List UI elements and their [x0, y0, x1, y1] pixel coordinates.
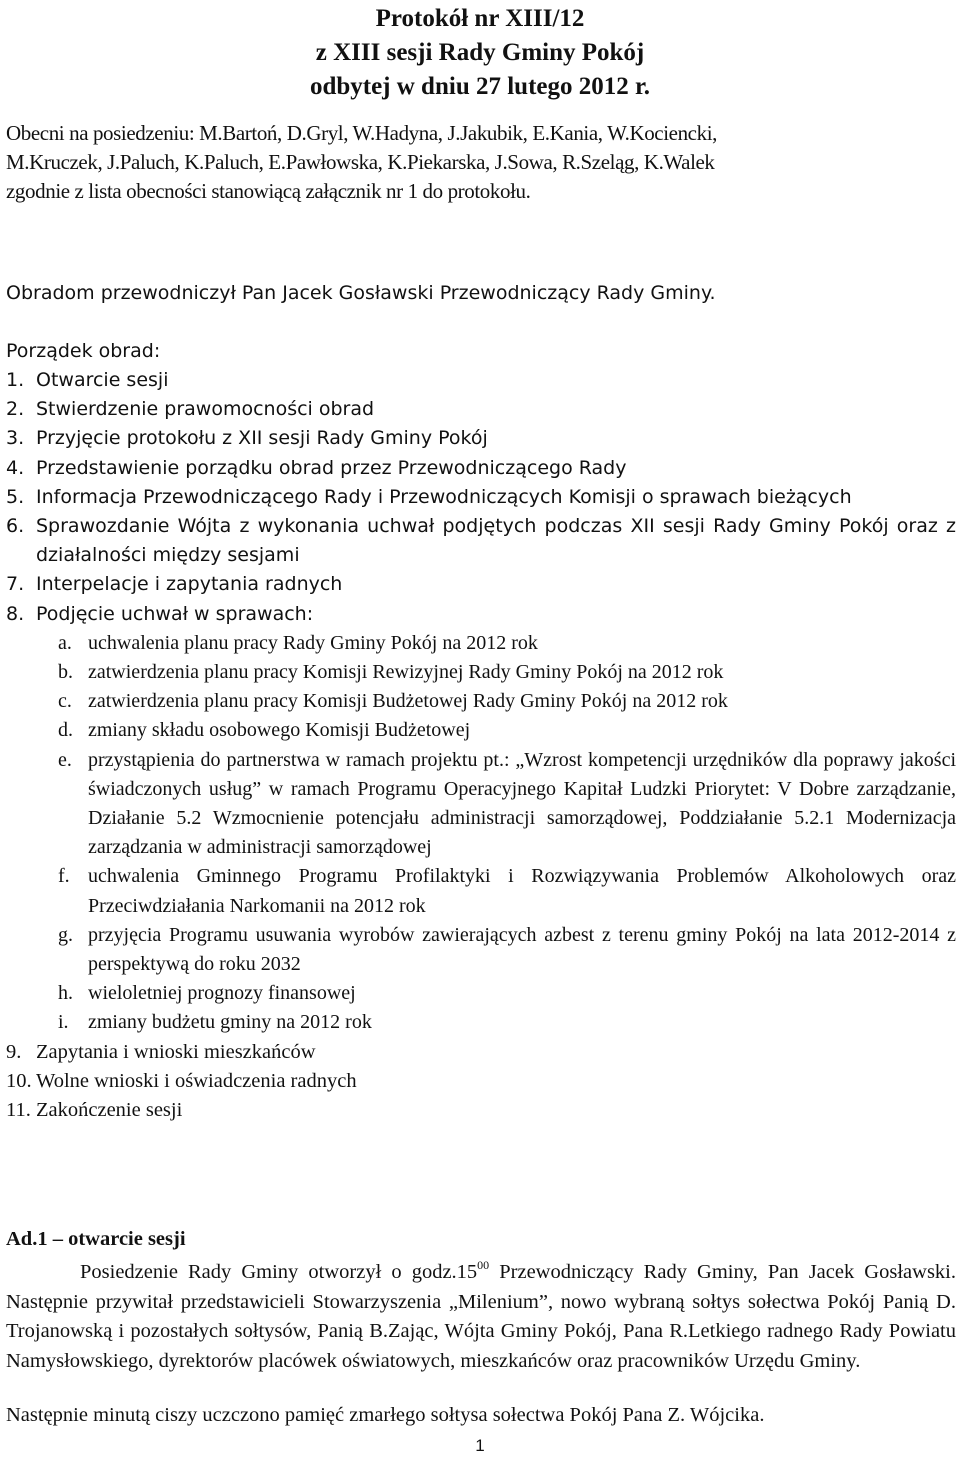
agenda-item	[6, 366, 956, 395]
agenda-item-text: Podjęcie uchwał w sprawach:	[36, 602, 314, 625]
agenda-item-number: 5.	[6, 485, 25, 508]
sub-item	[6, 629, 956, 658]
sub-item-text: zatwierdzenia planu pracy Komisji Rewizyjnej Rady Gminy Pokój na 2012 rok	[88, 661, 724, 684]
sub-item-text: zmiany budżetu gminy na 2012 rok	[88, 1011, 372, 1034]
agenda-item-text: Stwierdzenie prawomocności obrad	[36, 398, 375, 421]
agenda-item-number: 6.	[6, 515, 25, 538]
title-line-3: odbytej w dniu 27 lutego 2012 r.	[309, 73, 651, 100]
sub-item	[6, 716, 956, 745]
agenda-item-number: 7.	[6, 573, 25, 596]
agenda-item-text: Sprawozdanie Wójta z wykonania uchwał podjętych podczas XII sesji Rady Gminy Pokój oraz z działalności między sesjami	[36, 515, 956, 567]
title-line-2: z XIII sesji Rady Gminy Pokój	[315, 39, 645, 66]
agenda-item	[6, 454, 956, 483]
sub-item-text: zatwierdzenia planu pracy Komisji Budżetowej Rady Gminy Pokój na 2012 rok	[88, 690, 728, 713]
sub-item-letter: d.	[58, 719, 73, 742]
agenda-item-number: 3.	[6, 427, 25, 450]
sub-item-letter: i.	[58, 1011, 69, 1034]
agenda-item	[6, 600, 956, 1038]
agenda-item-text: Otwarcie sesji	[36, 369, 169, 391]
sub-item-letter: c.	[58, 690, 72, 713]
time-superscript: 00	[477, 1258, 490, 1272]
agenda-item-text: Interpelacje i zapytania radnych	[36, 573, 343, 596]
agenda-item-text: Informacja Przewodniczącego Rady i Przewodniczących Komisji o sprawach bieżących	[36, 485, 852, 508]
agenda-item-number: 11.	[6, 1099, 31, 1122]
agenda-heading: Porządek obrad:	[6, 340, 161, 362]
ad1-last-line: Następnie minutą ciszy uczczono pamięć zmarłego sołtysa sołectwa Pokój Pana Z. Wójcika.	[6, 1404, 765, 1426]
agenda-item	[6, 1067, 956, 1096]
agenda-item	[6, 570, 956, 599]
sub-item-letter: f.	[58, 865, 70, 888]
agenda-item-text: Zapytania i wnioski mieszkańców	[36, 1040, 316, 1063]
sub-item-letter: h.	[58, 982, 73, 1005]
page-number: 1	[475, 1436, 485, 1455]
sub-item-text: zmiany składu osobowego Komisji Budżetowej	[88, 719, 471, 742]
sub-item	[6, 921, 956, 979]
sub-item-text: wieloletniej prognozy finansowej	[88, 982, 356, 1005]
agenda-item-number: 1.	[6, 369, 25, 391]
resolution-sublist	[6, 629, 956, 1038]
chair-paragraph: Obradom przewodniczył Pan Jacek Gosławski Przewodniczący Rady Gminy.	[6, 282, 716, 304]
attendance-line-1: Obecni na posiedzeniu: M.Bartoń, D.Gryl, W.Hadyna, J.Jakubik, E.Kania, W.Kociencki,	[6, 121, 717, 145]
sub-item-text: uchwalenia planu pracy Rady Gminy Pokój na 2012 rok	[88, 631, 538, 654]
agenda-item-number: 10.	[6, 1069, 32, 1092]
sub-item	[6, 1008, 956, 1037]
ad1-paragraph	[6, 1258, 956, 1376]
sub-item	[6, 979, 956, 1008]
document-title	[0, 2, 960, 104]
agenda-item	[6, 483, 956, 512]
sub-item	[6, 687, 956, 716]
agenda-item-text: Przyjęcie protokołu z XII sesji Rady Gminy Pokój	[36, 427, 488, 450]
agenda-item-text: Zakończenie sesji	[36, 1099, 183, 1122]
sub-item	[6, 658, 956, 687]
ad1-paragraph-rest: Przewodniczący Rady Gminy, Pan Jacek Gosławski. Następnie przywitał przedstawicieli Stowarzyszenia „Milenium”, nowo wybraną sołtys sołectwa Pokój Panią D. Trojanowską i pozostałych sołtysów, Panią B.Zając, Wójta Gminy Pokój, Pana R.Letkiego radnego Rady Powiatu Namysłowskiego, dyrektorów placówek oświatowych, mieszkańców oraz pracowników Urzędu Gminy.	[6, 1261, 956, 1372]
ad1-paragraph-start: Posiedzenie Rady Gminy otworzył o godz.15	[80, 1261, 478, 1283]
agenda-item	[6, 512, 956, 570]
agenda-item-number: 8.	[6, 602, 25, 625]
agenda-item-text: Wolne wnioski i oświadczenia radnych	[36, 1069, 357, 1092]
agenda-item-number: 9.	[6, 1040, 22, 1063]
sub-item-letter: b.	[58, 661, 73, 684]
agenda-item	[6, 1038, 956, 1067]
agenda-list	[6, 366, 956, 1125]
agenda-item	[6, 395, 956, 424]
sub-item	[6, 746, 956, 863]
agenda-item-text: Przedstawienie porządku obrad przez Przewodniczącego Rady	[36, 456, 627, 479]
agenda-item-number: 2.	[6, 398, 25, 421]
agenda-item-number: 4.	[6, 456, 25, 479]
section-heading-ad1: Ad.1 – otwarcie sesji	[6, 1228, 186, 1250]
sub-item-text: przystąpienia do partnerstwa w ramach projektu pt.: „Wzrost kompetencji urzędników dla poprawy jakości świadczonych usług” w ramach Programu Operacyjnego Kapitał Ludzki Priorytet: V Dobre zarządzanie, Działanie 5.2 Wzmocnienie potencjału administracji samorządowej, Poddziałanie 5.2.1 Modernizacja zarządzania w administracji samorządowej	[88, 748, 956, 859]
attendance-paragraph	[6, 119, 956, 206]
attendance-line-3: zgodnie z lista obecności stanowiącą załącznik nr 1 do protokołu.	[6, 179, 531, 203]
sub-item-letter: g.	[58, 923, 73, 946]
sub-item-text: przyjęcia Programu usuwania wyrobów zawierających azbest z terenu gminy Pokój na lata 2012-2014 z perspektywą do roku 2032	[88, 923, 956, 976]
agenda-item	[6, 1096, 956, 1125]
attendance-line-2: M.Kruczek, J.Paluch, K.Paluch, E.Pawłowska, K.Piekarska, J.Sowa, R.Szeląg, K.Walek	[6, 150, 715, 174]
title-line-1: Protokół nr XIII/12	[375, 5, 585, 32]
agenda-item	[6, 424, 956, 453]
sub-item-letter: e.	[58, 748, 72, 771]
sub-item-text: uchwalenia Gminnego Programu Profilaktyki i Rozwiązywania Problemów Alkoholowych oraz Przeciwdziałania Narkomanii na 2012 rok	[88, 865, 956, 917]
sub-item-letter: a.	[58, 631, 72, 654]
sub-item	[6, 862, 956, 920]
